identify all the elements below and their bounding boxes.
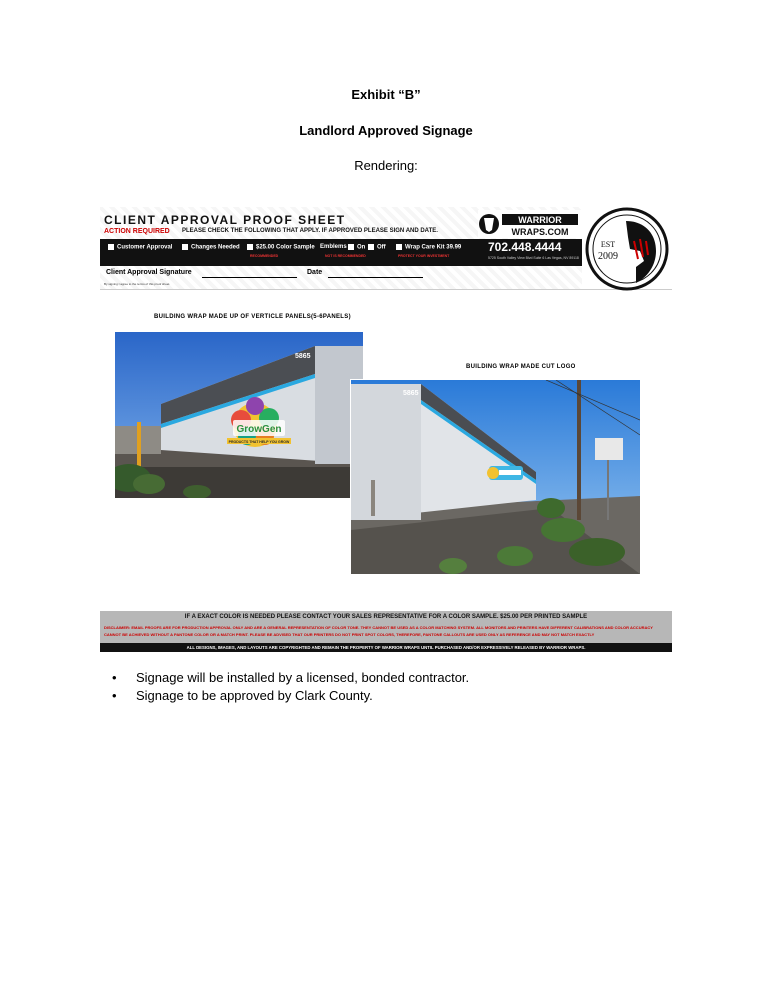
svg-text:5865: 5865	[295, 353, 311, 360]
date-line	[328, 277, 423, 278]
checkbox-icon	[348, 244, 354, 250]
proof-sheet-title: CLIENT APPROVAL PROOF SHEET	[104, 213, 346, 227]
checkbox-emblems-off: Off	[368, 244, 386, 251]
svg-text:EST: EST	[600, 240, 616, 249]
caption-cut-logo: BUILDING WRAP MADE CUT LOGO	[466, 364, 576, 370]
checkbox-emblems-on: On	[348, 244, 365, 251]
color-sample-notice: IF A EXACT COLOR IS NEEDED PLEASE CONTACT YOUR SALES REPRESENTATIVE FOR A COLOR SAMPLE. $25.00 PER PRINTED SAMPLE	[184, 614, 588, 620]
note-protect: PROTECT YOUR INVESTMENT	[398, 254, 450, 258]
svg-text:WRAPS.COM: WRAPS.COM	[511, 227, 569, 237]
phone-number: 702.448.4444	[488, 240, 562, 254]
note-not-recommended: NOT IS RECOMMENDED	[325, 254, 366, 258]
svg-text:GrowGen: GrowGen	[236, 424, 282, 435]
fine-print: By signing I agree to the terms of this proof sheet.	[104, 282, 171, 286]
warrior-seal-logo	[582, 207, 672, 297]
checkbox-icon	[368, 244, 374, 250]
emblems-label: Emblems	[320, 244, 347, 250]
requirements-list	[110, 669, 469, 705]
logo-text: WARRIOR	[518, 215, 562, 225]
caption-vertical-panels: BUILDING WRAP MADE UP OF VERTICLE PANELS(5-6PANELS)	[154, 314, 351, 320]
disclaimer-text: DISCLAIMER: EMAIL PROOFS ARE FOR PRODUCTION APPROVAL ONLY AND ARE A GENERAL REPRESENTATION OF COLOR TONE. THEY CANNOT BE USED AS A COLOR MATCHING SYSTEM. ALL MONITORS AND PRINTERS HAVE DIFFERENT CALIBRATIONS AND COLOR ACCURACY CANNOT BE ACHIEVED WITHOUT A PANTONE COLOR OR A MATCH PRINT. PLEASE BE ADVISED THAT OUR PRINTERS DO NOT PRINT SPOT COLORS, THEREFORE, PANTONE CALLOUTS ARE USED ONLY AS REFERENCE AND MAY NOT MATCH EXACTLY	[104, 625, 653, 637]
checkbox-icon	[108, 244, 114, 250]
svg-text:PRODUCTS THAT HELP YOU GROW: PRODUCTS THAT HELP YOU GROW	[228, 440, 290, 444]
building-photo-cut-logo	[350, 379, 641, 575]
copyright-notice: ALL DESIGNS, IMAGES, AND LAYOUTS ARE COPYRIGHTED AND REMAIN THE PROPERTY OF WARRIOR WRAPS UNTIL PURCHASED AND/OR EXPRESSIVELY RELEASED BY WARRIOR WRAPS.	[100, 643, 672, 652]
instruction-text: PLEASE CHECK THE FOLLOWING THAT APPLY. IF APPROVED PLEASE SIGN AND DATE.	[182, 228, 438, 234]
date-label: Date	[307, 269, 323, 276]
warrior-wraps-logo	[478, 210, 582, 238]
disclaimer-bar	[100, 611, 672, 652]
address-text: 5725 South Valley View Blvd Suite 6 Las Vegas, NV 89118	[488, 256, 579, 260]
rendering-label: Rendering:	[354, 158, 418, 173]
list-item: • Signage will be installed by a licensed, bonded contractor.	[110, 669, 469, 687]
proof-sheet-header	[100, 207, 672, 290]
checkbox-icon	[247, 244, 253, 250]
action-required-label: ACTION REQUIRED	[104, 228, 170, 235]
checkbox-customer-approval: Customer Approval	[108, 244, 172, 251]
building-photo-panels	[115, 332, 363, 498]
exhibit-title: Exhibit “B”	[351, 87, 421, 102]
signature-line	[202, 277, 297, 278]
checkbox-changes-needed: Changes Needed	[182, 244, 240, 251]
checkbox-icon	[182, 244, 188, 250]
section-title: Landlord Approved Signage	[299, 123, 473, 138]
list-item: • Signage to be approved by Clark County.	[110, 687, 469, 705]
note-recommended: RECOMMENDED	[250, 254, 279, 258]
checkbox-icon	[396, 244, 402, 250]
checkbox-wrap-care-kit: Wrap Care Kit 39.99	[396, 244, 461, 251]
signature-label: Client Approval Signature	[106, 269, 192, 276]
svg-text:2009: 2009	[598, 251, 618, 262]
svg-text:5865: 5865	[403, 390, 419, 397]
checkbox-color-sample: $25.00 Color Sample	[247, 244, 315, 251]
